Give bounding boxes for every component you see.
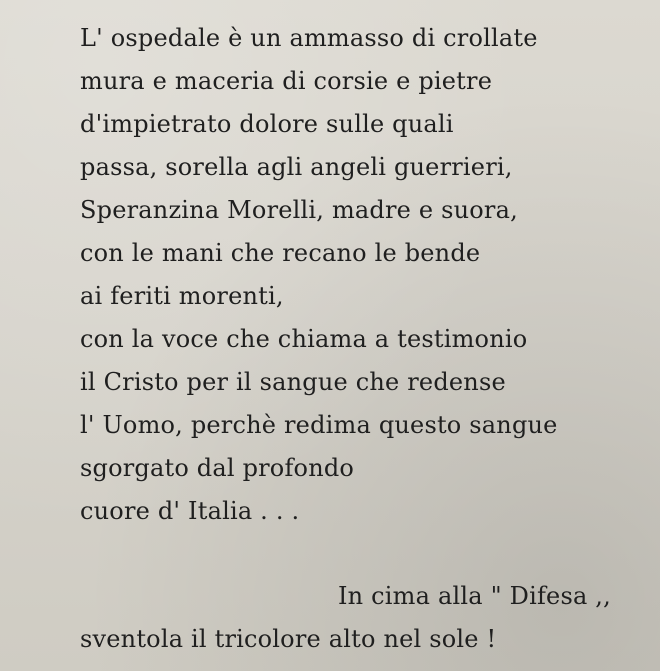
poem-line: L' ospedale è un ammasso di crollate xyxy=(80,24,538,52)
poem-line: con la voce che chiama a testimonio xyxy=(80,325,528,353)
poem-line: cuore d' Italia . . . xyxy=(80,497,300,525)
poem-line: con le mani che recano le bende xyxy=(80,239,481,267)
poem-line: passa, sorella agli angeli guerrieri, xyxy=(80,153,513,181)
poem-line: l' Uomo, perchè redima questo sangue xyxy=(80,411,558,439)
poem-line: sgorgato dal profondo xyxy=(80,454,355,482)
poem-line: d'impietrato dolore sulle quali xyxy=(80,110,454,138)
poem-line: ai feriti morenti, xyxy=(80,282,284,310)
poem-line: Speranzina Morelli, madre e suora, xyxy=(80,196,518,224)
poem-line: In cima alla " Difesa ,, xyxy=(338,582,611,610)
poem-line: mura e maceria di corsie e pietre xyxy=(80,67,493,95)
poem-line: il Cristo per il sangue che redense xyxy=(80,368,506,396)
poem-line: sventola il tricolore alto nel sole ! xyxy=(80,625,497,653)
